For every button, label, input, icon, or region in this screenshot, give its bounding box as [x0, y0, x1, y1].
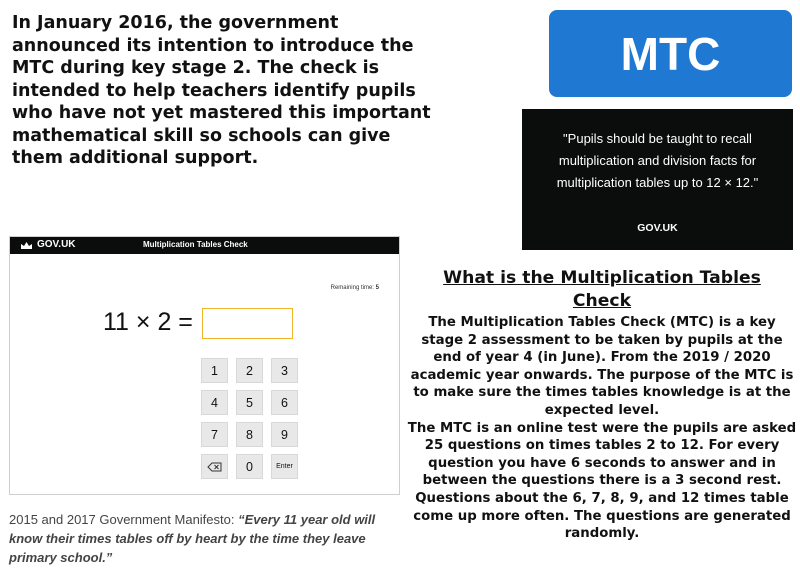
- key-3[interactable]: 3: [271, 358, 298, 383]
- info-paragraph-2: The MTC is an online test were the pupils are asked 25 questions on times tables 2 to 12. For every question you have 6 seconds to answer and in between the questions there is a 3 second rest. Questions about the 6, 7, 8, 9, and 12 times table come up more often. The questions are generated randomly.: [407, 420, 797, 542]
- enter-key[interactable]: Enter: [271, 454, 298, 479]
- govuk-quote-box: [522, 109, 793, 250]
- key-0[interactable]: 0: [236, 454, 263, 479]
- key-1[interactable]: 1: [201, 358, 228, 383]
- key-7[interactable]: 7: [201, 422, 228, 447]
- remaining-time: [331, 285, 379, 291]
- manifesto-caption: [9, 510, 399, 567]
- key-5[interactable]: 5: [236, 390, 263, 415]
- mtc-app-screenshot: [9, 236, 400, 495]
- backspace-key[interactable]: [201, 454, 228, 479]
- govuk-logo[interactable]: GOV.UK: [37, 239, 76, 250]
- key-8[interactable]: 8: [236, 422, 263, 447]
- mtc-info-section: [406, 267, 798, 543]
- info-paragraph-1: The Multiplication Tables Check (MTC) is a key stage 2 assessment to be taken by pupils at the end of year 4 (in June). From the 2019 / 2020 academic year onwards. The purpose of the MTC is to make sure the times tables knowledge is at the expected level.: [410, 315, 794, 418]
- remaining-time-label: Remaining time:: [330, 285, 374, 291]
- quote-text: "Pupils should be taught to recall multiplication and division facts for multiplication tables up to 12 × 12.": [556, 131, 759, 190]
- crown-icon: [20, 241, 33, 250]
- remaining-time-value: 5: [375, 285, 379, 291]
- key-2[interactable]: 2: [236, 358, 263, 383]
- manifesto-quote: “Every 11 year old will know their times tables off by heart by the time they leave primary school.”: [9, 512, 376, 565]
- app-title: Multiplication Tables Check: [143, 240, 248, 249]
- mtc-badge: [549, 10, 792, 97]
- quote-source: GOV.UK: [637, 222, 678, 234]
- key-9[interactable]: 9: [271, 422, 298, 447]
- mtc-badge-label: MTC: [620, 27, 721, 80]
- intro-paragraph: In January 2016, the government announced its intention to introduce the MTC during key stage 2. The check is intended to help teachers identify pupils who have not yet mastered this important mathematical skill so schools can give them additional support.: [12, 13, 431, 168]
- question-text: 11 × 2 =: [103, 308, 193, 336]
- key-4[interactable]: 4: [201, 390, 228, 415]
- govuk-header-bar: [10, 237, 399, 254]
- info-heading: What is the Multiplication Tables Check: [443, 268, 761, 311]
- number-keypad: [201, 358, 298, 479]
- manifesto-prefix: 2015 and 2017 Government Manifesto:: [9, 512, 239, 527]
- backspace-icon: [207, 462, 222, 472]
- answer-input[interactable]: [202, 308, 293, 339]
- key-6[interactable]: 6: [271, 390, 298, 415]
